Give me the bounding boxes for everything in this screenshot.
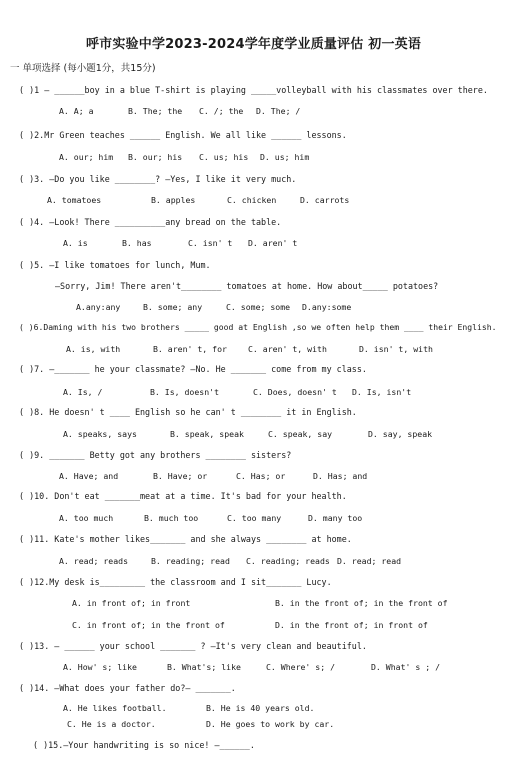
q12-option-c: C. in front of; in the front of <box>72 620 225 630</box>
q14-option-d: D. He goes to work by car. <box>206 719 335 729</box>
q12-option-b: B. in the front of; in the front of <box>275 598 448 608</box>
q9-option-d: D. Has; and <box>313 471 368 481</box>
q14-option-b: B. He is 40 years old. <box>206 703 315 713</box>
q3-option-c: C. chicken <box>227 195 277 205</box>
section-heading: 一 单项选择 (每小题1分，共15分) <box>10 63 156 74</box>
question-5-stem-line2: —Sorry, Jim! There aren't________ tomatoes at home. How about_____ potatoes? <box>55 281 439 291</box>
question-4-stem: ( )4. —Look! There __________any bread on the table. <box>19 217 282 227</box>
q11-option-c: C. reading; reads <box>246 556 330 566</box>
q11-option-a: A. read; reads <box>59 556 129 566</box>
question-13-stem: ( )13. — ______ your school _______ ? —It's very clean and beautiful. <box>19 641 367 651</box>
q9-option-c: C. Has; or <box>236 471 286 481</box>
q4-option-a: A. is <box>63 238 88 248</box>
question-10-stem: ( )10. Don't eat _______meat at a time. It's bad for your health. <box>19 491 347 501</box>
question-6-stem: ( )6.Daming with his two brothers _____ good at English ,so we often help them ____ their English. <box>19 322 497 332</box>
q6-option-b: B. aren' t, for <box>153 344 227 354</box>
q13-option-c: C. Where' s; / <box>266 662 336 672</box>
q10-option-d: D. many too <box>308 513 363 523</box>
q9-option-a: A. Have; and <box>59 471 119 481</box>
q7-option-b: B. Is, doesn't <box>150 387 220 397</box>
q10-option-a: A. too much <box>59 513 114 523</box>
q1-option-d: D. The; / <box>256 106 301 116</box>
q7-option-d: D. Is, isn't <box>352 387 412 397</box>
question-14-stem: ( )14. —What does your father do?— _______. <box>19 683 236 693</box>
q3-option-a: A. tomatoes <box>47 195 102 205</box>
question-9-stem: ( )9. _______ Betty got any brothers ________ sisters? <box>19 450 292 460</box>
q8-option-c: C. speak, say <box>268 429 333 439</box>
q8-option-b: B. speak, speak <box>170 429 244 439</box>
q4-option-c: C. isn' t <box>188 238 233 248</box>
q13-option-d: D. What' s ; / <box>371 662 441 672</box>
question-1-stem: ( )1 — ______boy in a blue T-shirt is playing _____volleyball with his classmates over there. <box>19 85 488 95</box>
q6-option-d: D. isn' t, with <box>359 344 433 354</box>
q1-option-b: B. The; the <box>128 106 183 116</box>
q8-option-a: A. speaks, says <box>63 429 137 439</box>
q2-option-c: C. us; his <box>199 152 249 162</box>
question-2-stem: ( )2.Mr Green teaches ______ English. We all like ______ lessons. <box>19 130 347 140</box>
q5-option-b: B. some; any <box>143 302 203 312</box>
q3-option-d: D. carrots <box>300 195 350 205</box>
question-12-stem: ( )12.My desk is_________ the classroom and I sit_______ Lucy. <box>19 577 332 587</box>
question-3-stem: ( )3. —Do you like ________? —Yes, I like it very much. <box>19 174 297 184</box>
q4-option-d: D. aren' t <box>248 238 298 248</box>
q8-option-d: D. say, speak <box>368 429 433 439</box>
question-8-stem: ( )8. He doesn' t ____ English so he can' t ________ it in English. <box>19 407 357 417</box>
q9-option-b: B. Have; or <box>153 471 208 481</box>
q2-option-d: D. us; him <box>260 152 310 162</box>
question-5-stem: ( )5. —I like tomatoes for lunch, Mum. <box>19 260 211 270</box>
q11-option-b: B. reading; read <box>151 556 230 566</box>
q10-option-b: B. much too <box>144 513 199 523</box>
q1-option-c: C. /; the <box>199 106 244 116</box>
question-7-stem: ( )7. —_______ he your classmate? —No. He _______ come from my class. <box>19 364 367 374</box>
question-15-stem: ( )15.—Your handwriting is so nice! —______. <box>33 740 255 750</box>
q2-option-b: B. our; his <box>128 152 183 162</box>
q5-option-d: D.any:some <box>302 302 352 312</box>
q3-option-b: B. apples <box>151 195 196 205</box>
q2-option-a: A. our; him <box>59 152 114 162</box>
q6-option-a: A. is, with <box>66 344 121 354</box>
q13-option-a: A. How' s; like <box>63 662 137 672</box>
exam-title: 呼市实验中学2023-2024学年度学业质量评估 初一英语 <box>85 37 422 52</box>
q4-option-b: B. has <box>122 238 152 248</box>
q7-option-a: A. Is, / <box>63 387 103 397</box>
q1-option-a: A. A; a <box>59 106 94 116</box>
question-11-stem: ( )11. Kate's mother likes_______ and she always ________ at home. <box>19 534 352 544</box>
q5-option-a: A.any:any <box>76 302 121 312</box>
q14-option-a: A. He likes football. <box>63 703 167 713</box>
q11-option-d: D. read; read <box>337 556 402 566</box>
q12-option-a: A. in front of; in front <box>72 598 191 608</box>
q13-option-b: B. What's; like <box>167 662 241 672</box>
q12-option-d: D. in the front of; in front of <box>275 620 428 630</box>
q10-option-c: C. too many <box>227 513 282 523</box>
q5-option-c: C. some; some <box>226 302 291 312</box>
q7-option-c: C. Does, doesn' t <box>253 387 337 397</box>
q14-option-c: C. He is a doctor. <box>67 719 156 729</box>
q6-option-c: C. aren' t, with <box>248 344 327 354</box>
